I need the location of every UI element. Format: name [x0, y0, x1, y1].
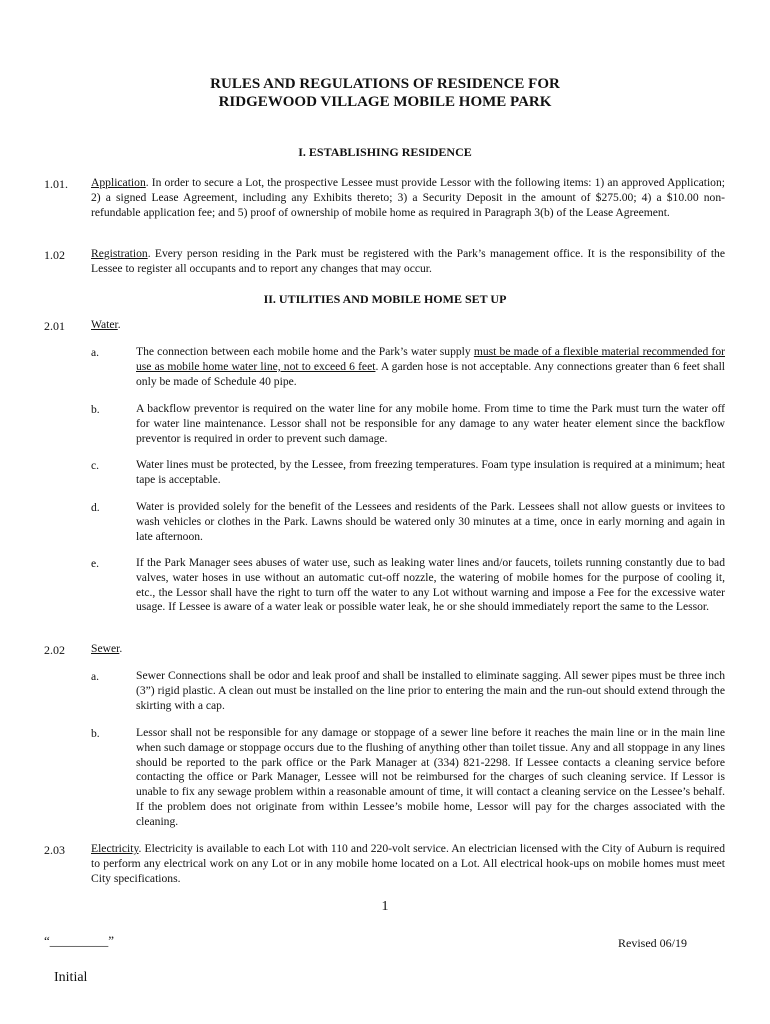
document-title-line-1: RULES AND REGULATIONS OF RESIDENCE FOR [210, 76, 560, 92]
initial-label: Initial [54, 970, 88, 985]
water-c-text: Water lines must be protected, by the Lessee, from freezing temperatures. Foam type insulation is required at a minimum; heat tape is acceptable. [136, 458, 725, 486]
item-2-02-label-suffix: . [119, 642, 123, 655]
water-e-text: If the Park Manager sees abuses of water use, such as leaking water lines and/or faucets, toilets running constantly due to bad valves, water hoses in use without an automatic cut-off nozzle, the watering of mobile homes for the purpose of cooling it, etc., the Lessor shall have the right to turn off the water to any Lot without warning and impose a Fee for the excessive water usage. If Lessee is aware of a water leak or possible water leak, he or she should immediately report the same to the Lessor. [136, 556, 725, 614]
item-2-03-number: 2.03 [44, 843, 65, 857]
water-b-letter: b. [91, 403, 100, 416]
item-1-02-paragraph [91, 247, 725, 277]
document-title-line-2: RIDGEWOOD VILLAGE MOBILE HOME PARK [218, 94, 552, 110]
item-2-01-label: Water [91, 318, 118, 331]
water-a-text [136, 345, 725, 389]
item-1-01-label: Application [91, 176, 146, 189]
item-2-03-paragraph [91, 842, 725, 886]
water-a-text-underlined: must be made of a flexible material recommended for use as mobile home water line, not to exceed 6 feet [136, 345, 725, 373]
item-1-01-paragraph [91, 176, 725, 220]
item-1-02-text: . Every person residing in the Park must be registered with the Park’s management office. It is the responsibility of the Lessee to register all occupants and to report any changes that may occur. [91, 247, 725, 275]
section-1-heading: I. ESTABLISHING RESIDENCE [298, 145, 472, 159]
water-d-text: Water is provided solely for the benefit of the Lessees and residents of the Park. Lessees shall not allow guests or invitees to wash vehicles or clothes in the Park. Lawns should be watered only 30 minutes at a time, once in early morning and again in late afternoon. [136, 500, 725, 543]
water-b-text: A backflow preventor is required on the water line for any mobile home. From time to time the Park must turn the water off for water line maintenance. Lessor shall not be responsible for any damage to any water heater element since the backflow preventor is required in order to prevent such damage. [136, 402, 725, 445]
water-a-text-post: . A garden hose is not acceptable. Any connections greater than 6 feet shall only be made of Schedule 40 pipe. [136, 359, 726, 388]
item-1-01-text: . In order to secure a Lot, the prospective Lessee must provide Lessor with the following items: 1) an approved Application; 2) a signed Lease Agreement, including any Exhibits thereto; 3) a Security Deposit in the amount of $275.00; 4) a $10.00 non-refundable application fee; and 5) proof of ownership of mobile home as required in Paragraph 3(b) of the Lease Agreement. [91, 176, 725, 219]
item-2-01-label-suffix: . [117, 318, 121, 331]
sewer-a-letter: a. [91, 670, 100, 683]
water-e-letter: e. [91, 557, 100, 570]
water-a-letter: a. [91, 346, 100, 359]
item-2-02-title [91, 642, 725, 657]
item-1-02-number: 1.02 [44, 248, 65, 262]
water-c-letter: c. [91, 459, 100, 472]
initial-blank-field[interactable]: “_________” [44, 933, 115, 948]
item-2-03-text: . Electricity is available to each Lot with 110 and 220-volt service. An electrician licensed with the City of Auburn is required to perform any electrical work on any Lot or in any mobile home located on a Lot. All electrical hook-ups on mobile homes must meet City specifications. [91, 842, 725, 885]
item-2-02-number: 2.02 [44, 643, 65, 657]
item-2-01-number: 2.01 [44, 319, 65, 333]
section-2-heading: II. UTILITIES AND MOBILE HOME SET UP [263, 292, 507, 306]
item-1-01-number: 1.01. [44, 177, 68, 191]
item-2-03-label: Electricity [91, 842, 139, 855]
item-2-02-label: Sewer [91, 642, 120, 655]
item-2-01-title [91, 318, 725, 333]
page-number: 1 [381, 899, 389, 914]
sewer-b-text: Lessor shall not be responsible for any damage or stoppage of a sewer line before it reaches the main line or in the main line when such damage or stoppage occurs due to the flushing of anything other than toilet tissue. Any and all stoppage in any lines should be reported to the park office or the Park Manager at (334) 821-2298. If Lessee contacts a cleaning service before contacting the office or Park Manager, Lessee will not be reimbursed for the charges of such cleaning service. If Lessor is unable to fix any sewage problem within a reasonable amount of time, it will contact a cleaning service on the Lessee’s behalf. If the problem does not originate from within Lessee’s mobile home, Lessor will pay for the charges associated with the cleaning. [136, 726, 725, 828]
water-a-text-pre: The connection between each mobile home and the Park’s water supply [136, 345, 474, 358]
water-d-letter: d. [91, 501, 100, 514]
item-1-02-label: Registration [91, 247, 148, 260]
sewer-a-text: Sewer Connections shall be odor and leak proof and shall be installed to eliminate sagging. All sewer pipes must be three inch (3”) rigid plastic. A clean out must be installed on the line prior to entering the main and the run-out should extend through the skirting with a cap. [136, 669, 725, 712]
revision-date: Revised 06/19 [618, 936, 687, 950]
sewer-b-letter: b. [91, 727, 100, 740]
